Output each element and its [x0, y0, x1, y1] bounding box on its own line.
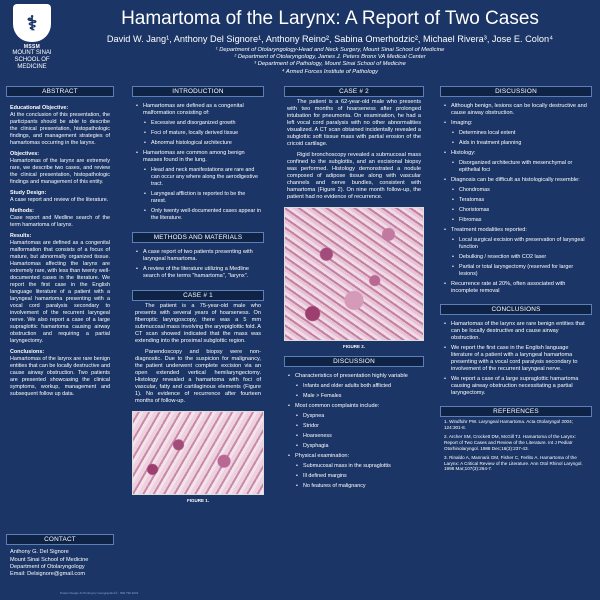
section-heading-contact: CONTACT: [6, 534, 114, 545]
discussion-mid-body: [284, 367, 424, 496]
reference-entry: 1. Windfuhr PW. Laryngeal Hamartoma. Acta Otolaryngol 2004; 124:301-8.: [444, 419, 573, 430]
intro-subitem: • Abnormal histological architecture: [151, 140, 261, 147]
discussion-right-item: [451, 150, 589, 174]
abstract-text: Hamartomas of the larynx are extremely rare, we describe two cases, and review the clinical presentation, histopathologic findings and management of this entity.: [10, 158, 110, 186]
abstract-text: Hamartomas are defined as a congenital malformation that consists of a focus of mature, but abnormally organized tissue. Hamartomas affecting the larynx are extremely rare, with less than twenty well-documented cases in the literature. We report the first case in the English language literature of a patient with a laryngeal hamartoma presenting with a vocal cord paralysis secondary to involvement of the recurrent laryngeal nerve. We also report a case of a large supraglottic hamartoma causing airway obstruction and requiring a partial laryngectomy.: [10, 240, 110, 345]
conclusion-item: • Hamartomas of the larynx are rare benign entities that can be locally destructive and cause airway obstruction.: [451, 321, 589, 342]
section-heading-methods: METHODS AND MATERIALS: [132, 232, 264, 243]
discussion-mid-item: [295, 403, 421, 450]
poster-header: [0, 0, 600, 80]
methods-item: • A case report of two patients presenting with laryngeal hamartoma.: [143, 249, 261, 263]
discussion-right-item: [451, 227, 589, 278]
affiliations: ¹ Department of Otolaryngology-Head and Neck Surgery, Mount Sinai School of Medicine ² Department of Otolaryngology, James J. Peters Bronx VA Medical Center ³ Department of Pathology, Mount Sinai School of Medicine ⁴ Armed Forces Institute of Pathology: [215, 47, 445, 75]
discussion-right-subitem: • Disorganized architecture with mesenchymal or epithelial foci: [459, 160, 589, 174]
case1-paragraph: The patient is a 75-year-old male who presents with several years of hoarseness. On fiberoptic laryngoscopy, there was a 5 mm submucosal mass involving the aryepiglottic fold. A CT scan showed indicated that the mass was extending into the proximal subglottic region.: [135, 303, 261, 345]
figure-1-histology-image: [132, 411, 264, 495]
case1-paragraph: Panendoscopy and biopsy were non-diagnostic. Due to the suspicion for malignancy, the patient underwent complete excision via an open extended vertical hemilaryngectomy. Histology revealed a hamartoma with foci of vascular, fatty and cartilaginous elements (Figure 1). No evidence of recurrence after fourteen months of follow-up.: [135, 349, 261, 405]
intro-sublist: [143, 167, 261, 222]
methods-item: • A review of the literature utilizing a Medline search of the terms "hamartoma", "larynx".: [143, 266, 261, 280]
intro-item: [143, 103, 261, 147]
introduction-body: [132, 97, 264, 228]
references-body: [440, 417, 592, 478]
discussion-right-item-text: Diagnosis can be difficult as histologically resemble:: [451, 177, 580, 184]
discussion-right-item-text: Treatment modalities reported:: [451, 227, 527, 234]
discussion-right-item-text: Although benign, lesions can be locally destructive and cause airway obstruction.: [451, 103, 587, 117]
discussion-right-body: [440, 97, 592, 301]
discussion-right-item-text: Histology:: [451, 150, 476, 157]
intro-subitem: • Excessive and disorganized growth: [151, 120, 261, 127]
discussion-right-subitem: • Chondromas: [459, 187, 589, 194]
discussion-mid-item: [295, 373, 421, 400]
methods-body: [132, 243, 264, 286]
printer-credit: Poster Design & Printing by Genigraphics® - 800.790.4001: [60, 591, 139, 595]
abstract-subheading: Objectives:: [10, 151, 40, 158]
discussion-mid-sublist: [295, 413, 421, 450]
discussion-mid-item: [295, 453, 421, 490]
discussion-right-subitem: • Choristomas: [459, 207, 589, 214]
discussion-right-sublist: [451, 187, 589, 224]
intro-subitem: • Laryngeal affliction is reported to be the rarest.: [151, 191, 261, 205]
discussion-right-subitem: • Determines local extent: [459, 130, 589, 137]
column-discussion: [440, 86, 592, 478]
reference-entry: 3. Rinaldo A, Mannarà GM, Fisher C, Ferlito A. Hamartoma of the Larynx: A Critical Review of the Literature. Ann Otol Rhinol Laryngol. 1998 Mar;107(3):264-7.: [444, 455, 583, 472]
discussion-right-item: [451, 281, 589, 295]
discussion-right-subitem: • Fibromas: [459, 217, 589, 224]
conclusions-body: [440, 315, 592, 403]
discussion-mid-sublist: [295, 383, 421, 400]
discussion-right-item-text: Recurrence rate at 20%, often associated with incomplete removal: [451, 281, 566, 295]
section-heading-abstract: ABSTRACT: [6, 86, 114, 97]
abstract-subheading: Educational Objective:: [10, 105, 69, 112]
discussion-right-item: [451, 103, 589, 117]
figure-1-caption: FIGURE 1.: [186, 498, 209, 504]
case2-paragraph: The patient is a 62-year-old male who presents with two months of hoarseness after prolonged intubation for pneumonia. On examination, he had a left vocal cord paralysis with no other abnormalities visualized. A CT scan obtained incidentally revealed a subglottic soft tissue mass with partial erosion of the cricoid cartilage.: [287, 99, 421, 148]
section-heading-case2: CASE # 2: [284, 86, 424, 97]
intro-subitem: • Foci of mature, locally derived tissue: [151, 130, 261, 137]
discussion-mid-subitem: • Dyspnea: [303, 413, 421, 420]
discussion-right-subitem: • Aids in treatment planning: [459, 140, 589, 147]
conclusion-item: • We report a case of a large supraglottic hamartoma causing airway obstruction necessitating a partial laryngectomy.: [451, 376, 589, 397]
section-heading-introduction: INTRODUCTION: [132, 86, 264, 97]
abstract-subheading: Conclusions:: [10, 349, 45, 356]
abstract-body: [6, 97, 114, 508]
intro-sublist: [143, 120, 261, 147]
discussion-mid-item-text: Characteristics of presentation highly variable: [295, 373, 408, 380]
section-heading-references: REFERENCES: [440, 406, 592, 417]
discussion-mid-item-text: Most common complaints include:: [295, 403, 380, 410]
abstract-subheading: Methods:: [10, 208, 34, 215]
abstract-text: Hamartomas of the larynx are rare benign entities that can be locally destructive and cause airway obstruction. Two patients are presented showcasing the clinical symptoms, workup, management and subsequent follow up data.: [10, 356, 110, 398]
discussion-right-item: [451, 177, 589, 224]
mssm-logo: [8, 4, 56, 71]
discussion-right-subitem: • Local surgical excision with preservation of laryngeal function: [459, 237, 589, 251]
intro-item-text: Hamartomas are common among benign masses found in the lung.: [143, 150, 245, 164]
abstract-subheading: Results:: [10, 233, 32, 240]
discussion-mid-subitem: • Hoarseness: [303, 433, 421, 440]
section-heading-discussion-right: DISCUSSION: [440, 86, 592, 97]
reference-entry: 2. Archer SM, Crockett DM, McGill TJ. Hamartoma of the Larynx: Report of Two Cases and Review of the Literature. Int J Pediatr Otorhinolaryngol. 1988 Dec;16(3):237-43.: [444, 434, 576, 451]
abstract-text: A case report and review of the literature.: [10, 197, 109, 204]
column-case2: [284, 86, 424, 496]
intro-subitem: • Only twenty well-documented cases appear in the literature.: [151, 208, 261, 222]
discussion-mid-subitem: • Submucosal mass in the supraglottis: [303, 463, 421, 470]
abstract-text: At the conclusion of this presentation, the participants should be able to describe the clinical presentation, histopathologic findings, and management strategies of hamartomas occurring in the larynx.: [10, 112, 110, 147]
discussion-right-subitem: • Partial or total laryngectomy (reserved for larger lesions): [459, 264, 589, 278]
abstract-text: Case report and Medline search of the term hamartoma of larynx.: [10, 215, 110, 229]
discussion-mid-subitem: • No features of malignancy: [303, 483, 421, 490]
discussion-right-item-text: Imaging:: [451, 120, 473, 127]
author-list: David W. Jang¹, Anthony Del Signore¹, Anthony Reino², Sabina Omerhodzic², Michael Rivera³, Jose E. Colon⁴: [106, 34, 554, 44]
discussion-right-subitem: • Teratomas: [459, 197, 589, 204]
discussion-mid-subitem: • Ill defined margins: [303, 473, 421, 480]
discussion-mid-item-text: Physical examination:: [295, 453, 350, 460]
discussion-right-subitem: • Debulking / resection with CO2 laser: [459, 254, 589, 261]
poster-title: Hamartoma of the Larynx: A Report of Two Cases: [121, 8, 539, 29]
discussion-mid-subitem: • Infants and older adults both afflicted: [303, 383, 421, 390]
discussion-mid-subitem: • Male > Females: [303, 393, 421, 400]
discussion-mid-subitem: • Dysphagia: [303, 443, 421, 450]
intro-subitem: • Head and neck manifestations are rare and can occur any where along the aerodigestive tract.: [151, 167, 261, 188]
figure-2-histology-image: [284, 207, 424, 341]
contact-body: Anthony G. Del Signore Mount Sinai School of Medicine Department of Otolaryngology Email: Delsignore@gmail.com: [10, 549, 89, 578]
section-heading-conclusions: CONCLUSIONS: [440, 304, 592, 315]
contact-section: [6, 534, 114, 579]
discussion-mid-subitem: • Stridor: [303, 423, 421, 430]
section-heading-discussion-mid: DISCUSSION: [284, 356, 424, 367]
column-abstract: [6, 86, 114, 579]
figure-2-caption: FIGURE 2.: [342, 344, 365, 350]
discussion-right-item: [451, 120, 589, 147]
logo-name: MOUNT SINAI SCHOOL OF MEDICINE: [12, 50, 52, 70]
section-heading-case1: CASE # 1: [132, 290, 264, 301]
column-intro: [132, 86, 264, 504]
case2-paragraph: Rigid bronchoscopy revealed a submucosal mass confined to the subglottis, and an excisional biopsy was performed. Histology demonstrated a nodule composed of adipose tissue along with vascular channels and nerve bundles, consistent with hamartoma (Figure 2). On nine month follow-up, the patient had no evidence of recurrence.: [287, 152, 421, 201]
conclusion-item: • We report the first case in the English language literature of a patient with a laryngeal hamartoma presenting with a vocal cord paralysis secondary to involvement of the recurrent laryngeal nerve.: [451, 345, 589, 373]
discussion-right-sublist: [451, 160, 589, 174]
abstract-subheading: Study Design:: [10, 190, 47, 197]
discussion-right-sublist: [451, 130, 589, 147]
intro-item-text: Hamartomas are defined as a congenital malformation consisting of:: [143, 103, 244, 117]
logo-letters: MSSM: [23, 44, 41, 50]
caduceus-icon: ⚕: [13, 4, 51, 42]
discussion-mid-sublist: [295, 463, 421, 490]
intro-item: [143, 150, 261, 222]
discussion-right-sublist: [451, 237, 589, 278]
